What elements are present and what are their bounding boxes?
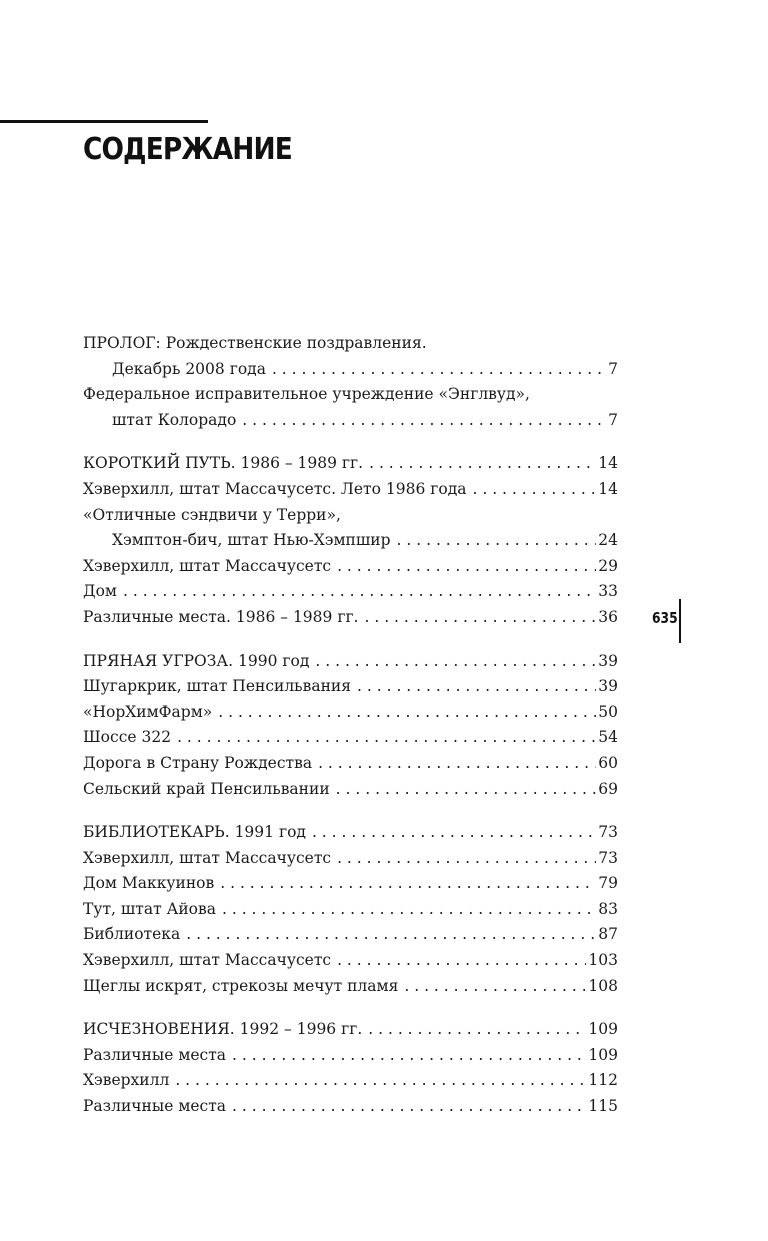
toc-entry-page: 36 [598,607,618,626]
toc-entry [83,751,618,777]
toc-leader-dots [242,408,606,434]
toc-entry-page: 103 [588,951,618,970]
toc-section [83,649,618,803]
toc-entry [83,382,618,408]
toc-leader-dots [337,554,596,580]
toc-leader-dots [315,649,596,675]
toc-entry-title: «Отличные сэндвичи у Терри», [83,505,341,524]
toc-entry [83,974,618,1000]
toc-entry [83,331,618,357]
toc-entry-title: Хэверхилл, штат Массачусетс. Лето 1986 года [83,479,467,498]
toc-entry-title: Различные места [83,1045,227,1064]
toc-leader-dots [368,1017,586,1043]
toc-entry [83,820,618,846]
toc-leader-dots [472,477,596,503]
toc-entry-page: 29 [598,556,618,575]
toc-entry [83,922,618,948]
toc-entry-title: Дорога в Страну Рождества [83,753,313,772]
toc-leader-dots [123,579,596,605]
toc-leader-dots [232,1043,586,1069]
toc-entry-page: 7 [608,359,618,378]
toc-leader-dots [312,820,596,846]
toc-entry [83,700,618,726]
toc-entry-title: Хэверхилл [83,1071,170,1090]
toc-entry-page: 112 [588,1071,618,1090]
toc-entry [83,871,618,897]
toc-leader-dots [404,974,586,1000]
toc-leader-dots [272,357,606,383]
toc-entry-page: 108 [588,976,618,995]
toc-entry-title: Хэмптон-бич, штат Нью-Хэмпшир [112,531,391,550]
toc-entry [83,846,618,872]
toc-entry-page: 33 [598,582,618,601]
toc-entry-title: Щеглы искрят, стрекозы мечут пламя [83,976,399,995]
toc-entry [83,674,618,700]
toc-entry-title: Сельский край Пенсильвании [83,779,330,798]
toc-leader-dots [365,605,597,631]
toc-leader-dots [337,846,596,872]
toc-entry-title: Шоссе 322 [83,728,172,747]
toc-entry-title: Дом [83,582,117,601]
toc-entry [83,605,618,631]
toc-entry-page: 73 [598,848,618,867]
toc-entry-title: БИБЛИОТЕКАРЬ. 1991 год [83,823,306,842]
toc-entry-page: 73 [598,823,618,842]
toc-entry-page: 14 [598,479,618,498]
toc-leader-dots [220,871,596,897]
toc-entry [83,1068,618,1094]
toc-entry-title: КОРОТКИЙ ПУТЬ. 1986 – 1989 гг. [83,454,364,473]
toc-entry-page: 115 [588,1097,618,1116]
toc-entry-page: 14 [598,454,618,473]
toc-section [83,1017,618,1119]
toc-entry-title: ИСЧЕЗНОВЕНИЯ. 1992 – 1996 гг. [83,1020,363,1039]
toc-entry-title: Декабрь 2008 года [112,359,266,378]
toc-entry-page: 7 [608,410,618,429]
toc-entry-page: 69 [598,779,618,798]
toc-entry-title: Хэверхилл, штат Массачусетс [83,556,332,575]
toc-entry-page: 83 [598,899,618,918]
toc-entry-page: 39 [598,651,618,670]
page-title: СОДЕРЖАНИЕ [83,132,292,167]
toc-entry-page: 60 [598,753,618,772]
toc-entry-title: ПРОЛОГ: Рождественские поздравления. [83,334,427,352]
toc-entry [83,408,618,434]
toc-entry-title: Тут, штат Айова [83,899,216,918]
toc-entry [83,897,618,923]
toc-entry [83,777,618,803]
toc-entry-title: Дом Маккуинов [83,874,215,893]
toc-entry [83,451,618,477]
toc-entry-title: Различные места. 1986 – 1989 гг. [83,607,359,626]
toc-entry-title: Библиотека [83,925,181,944]
toc-leader-dots [336,777,597,803]
toc-entry-page: 50 [598,702,618,721]
toc-entry [83,357,618,383]
toc-section [83,331,618,433]
top-rule [0,120,208,123]
toc-entry-page: 24 [598,531,618,550]
toc-leader-dots [357,674,596,700]
toc-section [83,820,618,999]
toc-entry [83,528,618,554]
toc-leader-dots [186,922,596,948]
toc-entry-page: 109 [588,1020,618,1039]
toc-entry-title: Различные места [83,1097,227,1116]
toc-entry [83,1043,618,1069]
toc-entry [83,503,618,529]
toc-entry-page: 54 [598,728,618,747]
toc-leader-dots [177,725,596,751]
toc-leader-dots [222,897,596,923]
page-number: 635 [652,609,678,627]
toc-entry-page: 79 [598,874,618,893]
toc-leader-dots [218,700,596,726]
toc-entry-page: 87 [598,925,618,944]
toc-leader-dots [369,451,596,477]
toc-entry [83,477,618,503]
toc-leader-dots [397,528,597,554]
toc-entry [83,725,618,751]
table-of-contents [83,331,618,1138]
toc-entry [83,649,618,675]
toc-section [83,451,618,630]
toc-entry [83,1017,618,1043]
toc-entry-page: 39 [598,677,618,696]
toc-leader-dots [318,751,596,777]
toc-entry-title: Хэверхилл, штат Массачусетс [83,951,332,970]
toc-entry-title: Федеральное исправительное учреждение «Энглвуд», [83,385,530,404]
page-number-marker [679,599,681,643]
toc-entry-title: штат Колорадо [112,410,237,429]
toc-entry-title: ПРЯНАЯ УГРОЗА. 1990 год [83,651,310,670]
toc-entry [83,554,618,580]
toc-leader-dots [337,948,586,974]
toc-entry [83,1094,618,1120]
toc-entry-page: 109 [588,1045,618,1064]
toc-entry-title: «НорХимФарм» [83,702,213,721]
toc-entry [83,579,618,605]
toc-entry-title: Хэверхилл, штат Массачусетс [83,848,332,867]
toc-entry [83,948,618,974]
toc-leader-dots [175,1068,586,1094]
toc-entry-title: Шугаркрик, штат Пенсильвания [83,677,352,696]
toc-leader-dots [232,1094,586,1120]
